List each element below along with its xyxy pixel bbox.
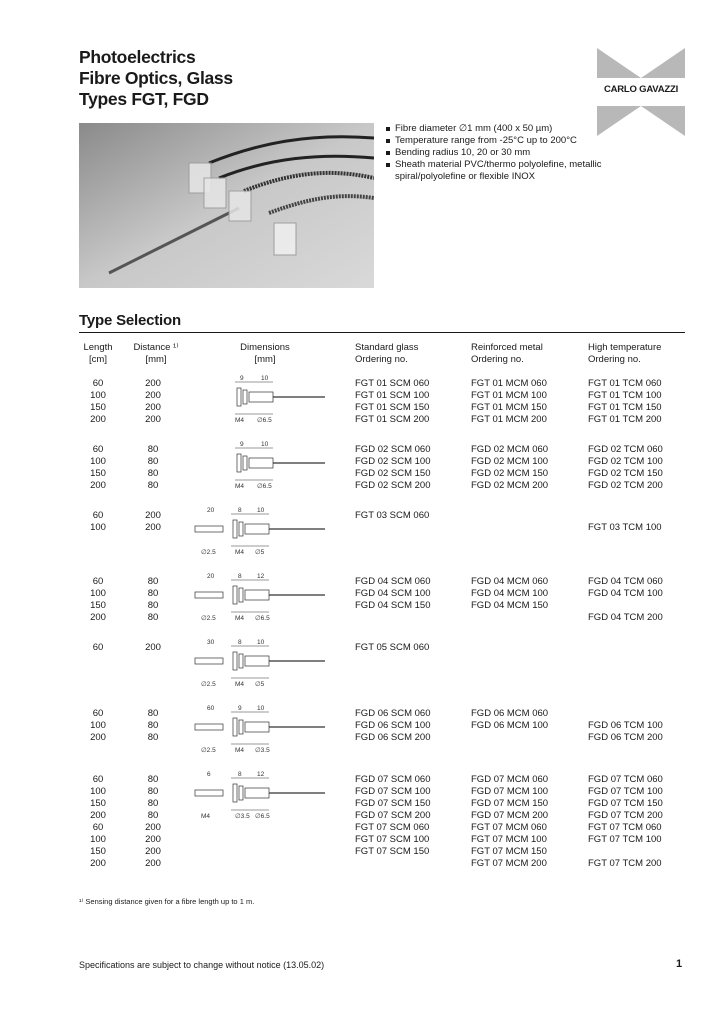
dimension-drawing (185, 438, 335, 494)
dimension-label: 20 (207, 507, 215, 514)
standard-order-cell: FGT 07 SCM 060 (355, 822, 430, 833)
length-cell: 200 (90, 732, 106, 743)
dimension-label: 10 (261, 375, 269, 382)
standard-order-cell: FGD 06 SCM 060 (355, 708, 431, 719)
dimension-label: ∅2.5 (201, 681, 216, 688)
feature-item: Temperature range from -25°C up to 200°C (386, 135, 686, 147)
length-cell: 60 (92, 708, 104, 719)
dimension-label: ∅6.5 (255, 615, 270, 622)
dimension-label: ∅2.5 (201, 747, 216, 754)
dimension-label: ∅6.5 (255, 813, 270, 820)
distance-cell: 200 (145, 846, 161, 857)
dimension-drawing (185, 570, 335, 626)
hightemp-order-cell: FGD 07 TCM 200 (588, 810, 663, 821)
hightemp-order-cell: FGD 02 TCM 100 (588, 456, 663, 467)
dimension-label: 12 (257, 771, 265, 778)
distance-cell: 80 (147, 480, 159, 491)
dimension-label: ∅2.5 (201, 549, 216, 556)
hightemp-order-cell: FGD 07 TCM 150 (588, 798, 663, 809)
metal-order-cell: FGD 04 MCM 100 (471, 588, 549, 599)
hightemp-order-cell: FGD 04 TCM 100 (588, 588, 663, 599)
dimension-label: 8 (238, 639, 242, 646)
hightemp-order-cell: FGD 02 TCM 150 (588, 468, 663, 479)
length-cell: 100 (90, 588, 106, 599)
dimension-label: 10 (257, 705, 265, 712)
dimension-label: 8 (238, 507, 242, 514)
standard-order-cell: FGT 01 SCM 150 (355, 402, 430, 413)
dimension-label: 30 (207, 639, 215, 646)
length-cell: 100 (90, 720, 106, 731)
footnote: ¹⁾ Sensing distance given for a fibre length up to 1 m. (79, 897, 255, 906)
dimension-label: 10 (257, 507, 265, 514)
metal-order-cell: FGD 02 MCM 060 (471, 444, 549, 455)
feature-item-continued: spiral/polyolefine or flexible INOX (395, 171, 535, 182)
product-photo (79, 123, 374, 288)
length-cell: 200 (90, 858, 106, 869)
hightemp-order-cell: FGT 01 TCM 150 (588, 402, 662, 413)
metal-order-cell: FGD 02 MCM 100 (471, 456, 549, 467)
distance-cell: 200 (145, 414, 161, 425)
length-cell: 60 (92, 576, 104, 587)
feature-item: Fibre diameter ∅1 mm (400 x 50 µm) (386, 123, 686, 135)
metal-order-cell: FGT 01 MCM 200 (471, 414, 547, 425)
metal-order-cell: FGD 06 MCM 100 (471, 720, 549, 731)
standard-order-cell: FGD 02 SCM 060 (355, 444, 431, 455)
hightemp-order-cell: FGD 02 TCM 060 (588, 444, 663, 455)
dimension-label: ∅3.5 (255, 747, 270, 754)
dimension-label: ∅2.5 (201, 615, 216, 622)
length-cell: 60 (92, 444, 104, 455)
hightemp-order-cell: FGT 01 TCM 200 (588, 414, 662, 425)
standard-order-cell: FGD 07 SCM 100 (355, 786, 431, 797)
feature-item: Sheath material PVC/thermo polyolefine, metallic (386, 159, 686, 171)
feature-list (386, 123, 686, 183)
dimension-label: M4 (235, 549, 245, 556)
dimension-label: M4 (235, 747, 245, 754)
page-title (79, 47, 233, 110)
metal-order-cell: FGT 07 MCM 200 (471, 858, 547, 869)
dimension-label: 60 (207, 705, 215, 712)
metal-order-cell: FGT 07 MCM 060 (471, 822, 547, 833)
length-cell: 150 (90, 846, 106, 857)
metal-order-cell: FGT 01 MCM 150 (471, 402, 547, 413)
standard-order-cell: FGT 05 SCM 060 (355, 642, 430, 653)
distance-cell: 80 (147, 456, 159, 467)
distance-cell: 80 (147, 600, 159, 611)
distance-cell: 200 (145, 642, 161, 653)
col-header-dimensions: Dimensions [mm] (240, 342, 290, 365)
title-line-2: Fibre Optics, Glass (79, 68, 233, 88)
dimension-label: M4 (235, 681, 245, 688)
length-cell: 60 (92, 774, 104, 785)
distance-cell: 200 (145, 402, 161, 413)
section-title: Type Selection (79, 312, 181, 329)
length-cell: 100 (90, 456, 106, 467)
hightemp-order-cell: FGD 06 TCM 100 (588, 720, 663, 731)
distance-cell: 80 (147, 732, 159, 743)
metal-order-cell: FGD 06 MCM 060 (471, 708, 549, 719)
distance-cell: 200 (145, 390, 161, 401)
dimension-label: 9 (240, 441, 244, 448)
length-cell: 60 (92, 378, 104, 389)
metal-order-cell: FGT 01 MCM 100 (471, 390, 547, 401)
hightemp-order-cell: FGD 07 TCM 100 (588, 786, 663, 797)
dimension-label: 9 (238, 705, 242, 712)
metal-order-cell: FGD 07 MCM 150 (471, 798, 549, 809)
standard-order-cell: FGD 06 SCM 200 (355, 732, 431, 743)
distance-cell: 80 (147, 720, 159, 731)
dimension-label: 12 (257, 573, 265, 580)
metal-order-cell: FGD 07 MCM 200 (471, 810, 549, 821)
length-cell: 200 (90, 810, 106, 821)
col-header-hightemp: High temperature Ordering no. (588, 342, 662, 365)
length-cell: 100 (90, 834, 106, 845)
standard-order-cell: FGD 07 SCM 060 (355, 774, 431, 785)
length-cell: 100 (90, 786, 106, 797)
dimension-label: ∅6.5 (257, 483, 272, 490)
length-cell: 150 (90, 798, 106, 809)
hightemp-order-cell: FGT 03 TCM 100 (588, 522, 662, 533)
dimension-label: ∅5 (255, 681, 265, 688)
standard-order-cell: FGT 01 SCM 060 (355, 378, 430, 389)
feature-item: Bending radius 10, 20 or 30 mm (386, 147, 686, 159)
distance-cell: 80 (147, 588, 159, 599)
distance-cell: 80 (147, 810, 159, 821)
standard-order-cell: FGD 02 SCM 100 (355, 456, 431, 467)
dimension-label: 10 (261, 441, 269, 448)
standard-order-cell: FGD 02 SCM 150 (355, 468, 431, 479)
dimension-drawing (185, 372, 335, 428)
standard-order-cell: FGT 07 SCM 150 (355, 846, 430, 857)
length-cell: 100 (90, 390, 106, 401)
hightemp-order-cell: FGD 07 TCM 060 (588, 774, 663, 785)
distance-cell: 80 (147, 612, 159, 623)
hightemp-order-cell: FGT 07 TCM 100 (588, 834, 662, 845)
length-cell: 200 (90, 612, 106, 623)
distance-cell: 200 (145, 834, 161, 845)
distance-cell: 200 (145, 822, 161, 833)
standard-order-cell: FGT 01 SCM 200 (355, 414, 430, 425)
standard-order-cell: FGD 04 SCM 150 (355, 600, 431, 611)
hightemp-order-cell: FGD 04 TCM 060 (588, 576, 663, 587)
title-line-1: Photoelectrics (79, 47, 196, 67)
distance-cell: 80 (147, 468, 159, 479)
dimension-drawing (185, 702, 335, 758)
standard-order-cell: FGT 03 SCM 060 (355, 510, 430, 521)
length-cell: 60 (92, 642, 104, 653)
hightemp-order-cell: FGD 02 TCM 200 (588, 480, 663, 491)
dimension-label: 10 (257, 639, 265, 646)
length-cell: 200 (90, 480, 106, 491)
metal-order-cell: FGT 07 MCM 150 (471, 846, 547, 857)
length-cell: 200 (90, 414, 106, 425)
hightemp-order-cell: FGD 06 TCM 200 (588, 732, 663, 743)
dimension-label: 8 (238, 573, 242, 580)
dimension-label: M4 (235, 417, 245, 424)
distance-cell: 200 (145, 858, 161, 869)
distance-cell: 80 (147, 786, 159, 797)
dimension-drawing (185, 504, 335, 560)
dimension-label: 9 (240, 375, 244, 382)
section-divider (79, 332, 685, 333)
col-header-distance: Distance ¹⁾ [mm] (133, 342, 179, 365)
metal-order-cell: FGD 07 MCM 100 (471, 786, 549, 797)
page-number: 1 (676, 958, 683, 970)
standard-order-cell: FGD 07 SCM 200 (355, 810, 431, 821)
col-header-standard: Standard glass Ordering no. (355, 342, 419, 365)
dimension-label: 6 (207, 771, 211, 778)
dimension-label: ∅3.5 (235, 813, 250, 820)
metal-order-cell: FGD 02 MCM 150 (471, 468, 549, 479)
standard-order-cell: FGT 07 SCM 100 (355, 834, 430, 845)
dimension-label: 20 (207, 573, 215, 580)
hightemp-order-cell: FGT 01 TCM 100 (588, 390, 662, 401)
hightemp-order-cell: FGT 07 TCM 060 (588, 822, 662, 833)
dimension-label: M4 (201, 813, 211, 820)
title-line-3: Types FGT, FGD (79, 89, 209, 109)
dimension-drawing (185, 636, 335, 692)
distance-cell: 80 (147, 708, 159, 719)
standard-order-cell: FGD 04 SCM 060 (355, 576, 431, 587)
distance-cell: 80 (147, 774, 159, 785)
brand-name: CARLO GAVAZZI (597, 83, 685, 97)
distance-cell: 80 (147, 444, 159, 455)
distance-cell: 200 (145, 522, 161, 533)
metal-order-cell: FGD 04 MCM 060 (471, 576, 549, 587)
length-cell: 100 (90, 522, 106, 533)
standard-order-cell: FGT 01 SCM 100 (355, 390, 430, 401)
distance-cell: 80 (147, 576, 159, 587)
metal-order-cell: FGD 02 MCM 200 (471, 480, 549, 491)
distance-cell: 200 (145, 510, 161, 521)
standard-order-cell: FGD 06 SCM 100 (355, 720, 431, 731)
distance-cell: 200 (145, 378, 161, 389)
col-header-length: Length [cm] (83, 342, 113, 365)
length-cell: 60 (92, 822, 104, 833)
col-header-metal: Reinforced metal Ordering no. (471, 342, 543, 365)
length-cell: 60 (92, 510, 104, 521)
standard-order-cell: FGD 07 SCM 150 (355, 798, 431, 809)
distance-cell: 80 (147, 798, 159, 809)
dimension-label: 8 (238, 771, 242, 778)
dimension-label: ∅5 (255, 549, 265, 556)
length-cell: 150 (90, 402, 106, 413)
dimension-label: ∅6.5 (257, 417, 272, 424)
hightemp-order-cell: FGT 07 TCM 200 (588, 858, 662, 869)
dimension-drawing (185, 768, 335, 824)
metal-order-cell: FGD 04 MCM 150 (471, 600, 549, 611)
footer-text: Specifications are subject to change without notice (13.05.02) (79, 960, 325, 970)
standard-order-cell: FGD 04 SCM 100 (355, 588, 431, 599)
metal-order-cell: FGT 01 MCM 060 (471, 378, 547, 389)
metal-order-cell: FGD 07 MCM 060 (471, 774, 549, 785)
dimension-label: M4 (235, 483, 245, 490)
metal-order-cell: FGT 07 MCM 100 (471, 834, 547, 845)
hightemp-order-cell: FGD 04 TCM 200 (588, 612, 663, 623)
dimension-label: M4 (235, 615, 245, 622)
standard-order-cell: FGD 02 SCM 200 (355, 480, 431, 491)
length-cell: 150 (90, 468, 106, 479)
hightemp-order-cell: FGT 01 TCM 060 (588, 378, 662, 389)
length-cell: 150 (90, 600, 106, 611)
